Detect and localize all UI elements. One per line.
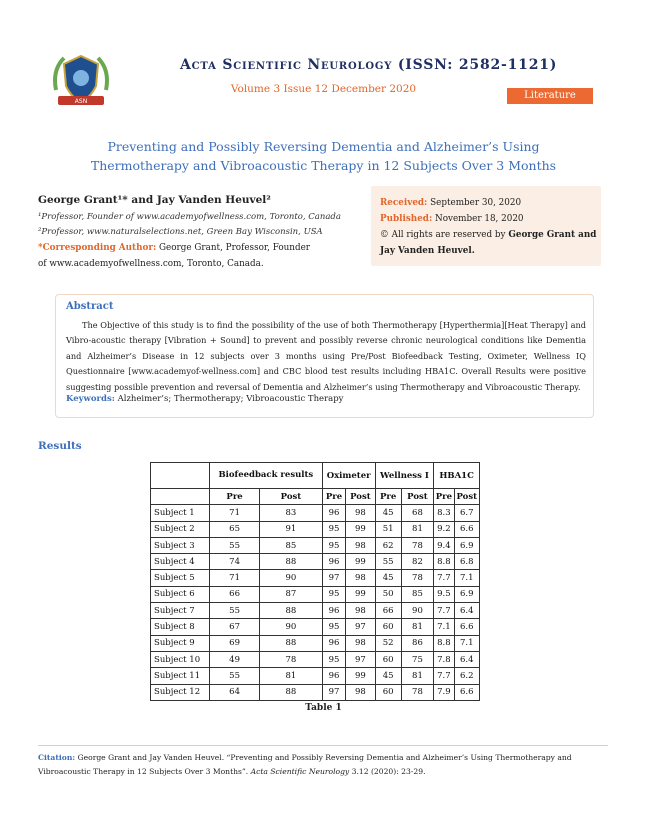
corresponding-label: *Corresponding Author: [38,243,157,253]
citation-journal: Acta Scientific Neurology [250,767,350,776]
value-cell: 96 [322,505,346,521]
value-cell: 83 [260,505,323,521]
article-title: Preventing and Possibly Reversing Dementia and Alzheimer’s Using Thermotherapy and Vibroacoustic Therapy in 12 Subjects Over 3 Months [90,139,557,173]
received-line: Received: September 30, 2020 [380,198,522,208]
corresponding-author [38,240,318,272]
results-heading: Results [38,440,82,452]
value-cell: 64 [209,684,259,700]
value-cell: 95 [322,537,346,553]
group-header: HBA1C [434,463,480,489]
value-cell: 7.1 [434,619,454,635]
subheader-cell: Post [401,489,434,505]
value-cell: 78 [260,651,323,667]
value-cell: 96 [322,668,346,684]
value-cell: 8.3 [434,505,454,521]
value-cell: 88 [260,635,323,651]
value-cell: 85 [401,586,434,602]
value-cell: 98 [346,603,375,619]
value-cell: 6.9 [454,586,479,602]
footer-divider [38,745,608,746]
value-cell: 6.6 [454,684,479,700]
value-cell: 6.2 [454,668,479,684]
value-cell: 7.8 [434,651,454,667]
subject-cell: Subject 1 [151,505,210,521]
value-cell: 55 [375,554,401,570]
citation-label: Citation: [38,753,76,762]
value-cell: 95 [322,521,346,537]
value-cell: 97 [322,684,346,700]
value-cell: 82 [401,554,434,570]
subheader-cell: Pre [434,489,454,505]
value-cell: 60 [375,684,401,700]
table-row [151,537,480,553]
value-cell: 7.7 [434,570,454,586]
affiliation-2: ²Professor, www.naturalselections.net, Green Bay Wisconsin, USA [38,227,323,237]
value-cell: 8.8 [434,554,454,570]
value-cell: 7.1 [454,635,479,651]
value-cell: 86 [401,635,434,651]
subheader-cell: Post [454,489,479,505]
keywords-label: Keywords: [66,394,115,404]
value-cell: 81 [401,668,434,684]
table-row [151,570,480,586]
value-cell: 45 [375,668,401,684]
value-cell: 95 [322,586,346,602]
value-cell: 88 [260,684,323,700]
value-cell: 96 [322,603,346,619]
citation-ref: 3.12 (2020): 23-29. [351,767,426,776]
affiliation-1: ¹Professor, Founder of www.academyofwellness.com, Toronto, Canada [38,212,341,222]
subject-cell: Subject 5 [151,570,210,586]
value-cell: 98 [346,537,375,553]
value-cell: 98 [346,684,375,700]
subject-cell: Subject 3 [151,537,210,553]
article-type-badge: Literature Review [507,88,593,104]
table-row [151,603,480,619]
value-cell: 68 [401,505,434,521]
value-cell: 99 [346,521,375,537]
volume-issue: Volume 3 Issue 12 December 2020 [230,83,417,95]
value-cell: 71 [209,505,259,521]
value-cell: 75 [401,651,434,667]
value-cell: 55 [209,537,259,553]
value-cell: 74 [209,554,259,570]
subject-cell: Subject 4 [151,554,210,570]
value-cell: 78 [401,537,434,553]
value-cell: 97 [322,570,346,586]
value-cell: 45 [375,570,401,586]
publication-info [380,195,600,259]
abstract-heading: Abstract [66,301,114,312]
group-header: Wellness I [375,463,434,489]
value-cell: 65 [209,521,259,537]
value-cell: 9.5 [434,586,454,602]
value-cell: 67 [209,619,259,635]
value-cell: 66 [375,603,401,619]
value-cell: 81 [401,521,434,537]
value-cell: 91 [260,521,323,537]
value-cell: 90 [260,619,323,635]
value-cell: 50 [375,586,401,602]
value-cell: 85 [260,537,323,553]
authors: George Grant¹* and Jay Vanden Heuvel² [38,194,271,206]
value-cell: 96 [322,635,346,651]
value-cell: 6.4 [454,603,479,619]
keywords-text: Alzheimer’s; Thermotherapy; Vibroacoustic Therapy [117,394,344,404]
value-cell: 7.9 [434,684,454,700]
results-table [150,462,480,701]
value-cell: 99 [346,586,375,602]
value-cell: 49 [209,651,259,667]
value-cell: 66 [209,586,259,602]
value-cell: 8.8 [434,635,454,651]
journal-logo [50,50,112,112]
value-cell: 90 [260,570,323,586]
subject-cell: Subject 2 [151,521,210,537]
value-cell: 96 [322,554,346,570]
value-cell: 60 [375,651,401,667]
value-cell: 98 [346,505,375,521]
subject-cell: Subject 10 [151,651,210,667]
published-line: Published: November 18, 2020 [380,214,524,224]
value-cell: 6.9 [454,537,479,553]
subject-cell: Subject 7 [151,603,210,619]
value-cell: 6.8 [454,554,479,570]
table-row [151,521,480,537]
value-cell: 87 [260,586,323,602]
table-row [151,684,480,700]
value-cell: 88 [260,603,323,619]
table-row [151,586,480,602]
value-cell: 99 [346,554,375,570]
value-cell: 71 [209,570,259,586]
value-cell: 95 [322,651,346,667]
value-cell: 88 [260,554,323,570]
value-cell: 97 [346,651,375,667]
value-cell: 7.7 [434,603,454,619]
group-header: Biofeedback results [209,463,322,489]
journal-title: Acta Scientific Neurology (ISSN: 2582-1121) [180,57,558,73]
subject-cell: Subject 11 [151,668,210,684]
value-cell: 45 [375,505,401,521]
abstract-text: The Objective of this study is to find the possibility of the use of both Thermotherapy [Hyperthermia][Heat Therapy] and Vibro-acoustic therapy [Vibration + Sound] to prevent and possibly reverse chronic neurological conditions like Dementia and Alzheimer’s Disease in 12 subjects over 3 months using Pre/Post Biofeedback Testing, Oximeter, Wellness IQ Questionnaire [www.academyof-wellness.com] and CBC blood test results including HBA1C. Overall Results were positive suggesting possible prevention and reversal of Dementia and Alzheimer’s using Thermotherapy and Vibroacoustic Therapy. [66,320,586,392]
table-row [151,668,480,684]
subject-cell: Subject 12 [151,684,210,700]
value-cell: 6.4 [454,651,479,667]
table-row [151,554,480,570]
subject-cell: Subject 6 [151,586,210,602]
value-cell: 98 [346,570,375,586]
value-cell: 62 [375,537,401,553]
subheader-cell: Post [260,489,323,505]
corner-cell [151,463,210,489]
value-cell: 97 [346,619,375,635]
keywords [66,394,343,404]
subject-cell: Subject 9 [151,635,210,651]
subheader-cell: Pre [209,489,259,505]
value-cell: 69 [209,635,259,651]
value-cell: 6.7 [454,505,479,521]
citation-text: George Grant and Jay Vanden Heuvel. “Preventing and Possibly Reversing Dementia and Alzheimer’s Using Thermotherapy and Vibroacoustic Therapy in 12 Subjects Over 3 Months”. [38,753,572,776]
group-header: Oximeter [322,463,375,489]
value-cell: 55 [209,668,259,684]
value-cell: 6.6 [454,521,479,537]
value-cell: 78 [401,684,434,700]
value-cell: 9.4 [434,537,454,553]
value-cell: 6.6 [454,619,479,635]
value-cell: 78 [401,570,434,586]
value-cell: 95 [322,619,346,635]
value-cell: 81 [260,668,323,684]
table-row [151,619,480,635]
table-row [151,505,480,521]
value-cell: 7.7 [434,668,454,684]
value-cell: 55 [209,603,259,619]
svg-text:ASN: ASN [74,98,88,105]
subheader-cell: Pre [375,489,401,505]
value-cell: 81 [401,619,434,635]
value-cell: 99 [346,668,375,684]
subheader-cell: Pre [322,489,346,505]
table-row [151,635,480,651]
corresponding-text: George Grant, Professor, Founder of www.academyofwellness.com, Toronto, Canada. [38,243,310,269]
citation [38,751,608,779]
value-cell: 51 [375,521,401,537]
value-cell: 9.2 [434,521,454,537]
table-caption: Table 1 [305,703,342,713]
subject-cell: Subject 8 [151,619,210,635]
subheader-cell: Post [346,489,375,505]
table-row [151,651,480,667]
value-cell: 52 [375,635,401,651]
corner-cell [151,489,210,505]
rights-line: © All rights are reserved by George Grant and Jay Vanden Heuvel. [380,230,597,256]
value-cell: 90 [401,603,434,619]
value-cell: 98 [346,635,375,651]
value-cell: 60 [375,619,401,635]
value-cell: 7.1 [454,570,479,586]
